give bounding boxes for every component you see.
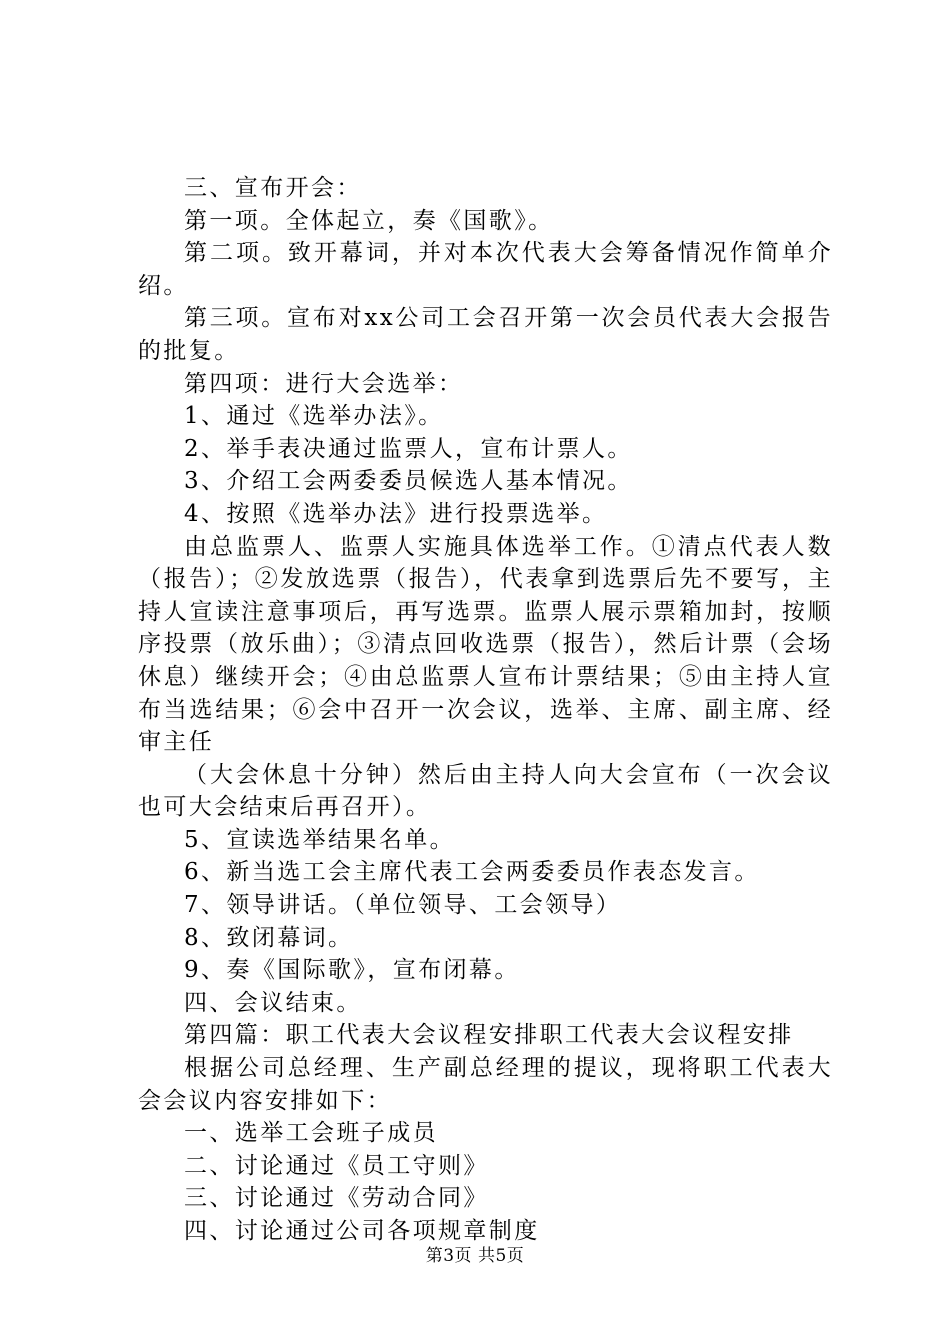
intro-paragraph: 根据公司总经理、生产副总经理的提议，现将职工代表大会会议内容安排如下： bbox=[138, 1055, 833, 1114]
break-announcement-paragraph: （大会休息十分钟）然后由主持人向大会宣布（一次会议也可大会结束后再召开）。 bbox=[138, 761, 833, 821]
election-step-8: 8、致闭幕词。 bbox=[184, 924, 354, 951]
agenda-list-item-4: 四、讨论通过公司各项规章制度 bbox=[184, 1218, 540, 1244]
election-step-3: 3、介绍工会两委委员候选人基本情况。 bbox=[184, 468, 633, 495]
agenda-list-item-1: 一、选举工会班子成员 bbox=[184, 1120, 438, 1147]
election-step-6: 6、新当选工会主席代表工会两委委员作表态发言。 bbox=[184, 859, 760, 886]
election-step-1: 1、通过《选举办法》。 bbox=[184, 403, 444, 430]
agenda-item-2: 第二项。致开幕词，并对本次代表大会筹备情况作简单介绍。 bbox=[138, 240, 833, 299]
agenda-list-item-3: 三、讨论通过《劳动合同》 bbox=[184, 1185, 489, 1212]
election-step-5: 5、宣读选举结果名单。 bbox=[184, 826, 456, 853]
page-number-footer: 第3页 共5页 bbox=[425, 1246, 525, 1266]
agenda-item-1: 第一项。全体起立，奏《国歌》。 bbox=[184, 207, 554, 234]
election-step-7: 7、领导讲话。（单位领导、工会领导） bbox=[184, 892, 622, 919]
election-step-9: 9、奏《国际歌》，宣布闭幕。 bbox=[184, 957, 520, 984]
election-procedure-paragraph: 由总监票人、监票人实施具体选举工作。①清点代表人数（报告）；②发放选票（报告），代表拿到选票后先不要写，主持人宣读注意事项后，再写选票。监票人展示票箱加封，按顺序投票（放乐曲）；③清点回收选票（报告），然后计票（会场休息）继续开会；④由总监票人宣布计票结果；⑤由主持人宣布当选结果；⑥会中召开一次会议，选举、主席、副主席、经审主任 bbox=[138, 533, 833, 756]
heading-announce-opening: 三、宣布开会： bbox=[184, 175, 362, 201]
election-step-4: 4、按照《选举办法》进行投票选举。 bbox=[184, 500, 608, 527]
agenda-item-3: 第三项。宣布对xx公司工会召开第一次会员代表大会报告的批复。 bbox=[138, 305, 833, 364]
heading-meeting-end: 四、会议结束。 bbox=[184, 989, 362, 1016]
chapter-title: 第四篇：职工代表大会议程安排职工代表大会议程安排 bbox=[184, 1022, 794, 1049]
document-body bbox=[138, 172, 833, 1248]
agenda-list-item-2: 二、讨论通过《员工守则》 bbox=[184, 1152, 489, 1179]
agenda-item-4: 第四项：进行大会选举： bbox=[184, 370, 464, 397]
election-step-2: 2、举手表决通过监票人，宣布计票人。 bbox=[184, 435, 633, 462]
